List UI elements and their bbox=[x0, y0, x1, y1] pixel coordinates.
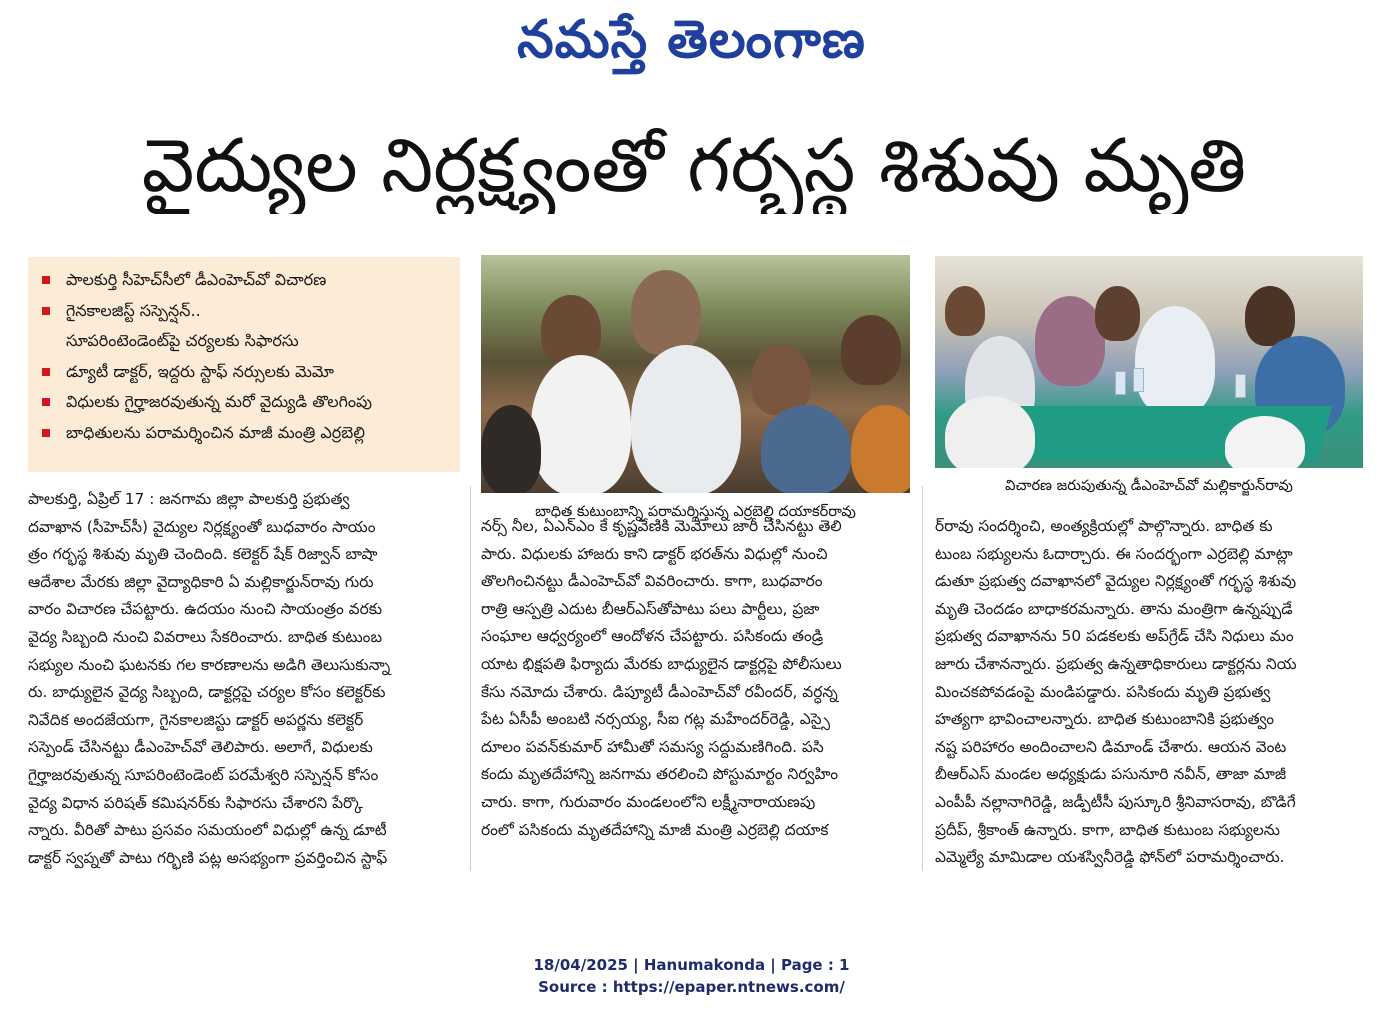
article-line: ఎమ్మెల్యే మామిడాల యశస్వినీరెడ్డి ఫోన్‌లో పరామర్శించారు. bbox=[935, 848, 1285, 867]
article-column-2 bbox=[481, 513, 910, 844]
photo-inquiry-meeting bbox=[935, 256, 1363, 468]
bullet-square-icon bbox=[42, 368, 50, 376]
highlight-text: సూపరింటెండెంట్‌పై చర్యలకు సిఫారసు bbox=[66, 331, 299, 350]
newspaper-masthead: నమస్తే తెలంగాణ bbox=[517, 10, 866, 70]
article-line: కేసు నమోదు చేశారు. డిప్యూటీ డీఎంహెచ్‌వో రవీందర్, వర్ధన్న bbox=[481, 682, 838, 701]
article-line: ప్రభుత్వ దవాఖానను 50 పడకలకు అప్‌గ్రేడ్ చేసి నిధులు మం bbox=[935, 627, 1294, 646]
article-line: దవాఖాన (సీహెచ్‌సీ) వైద్యుల నిర్లక్ష్యంతో బుధవారం సాయం bbox=[28, 517, 376, 536]
article-line: పారు. విధులకు హాజరు కాని డాక్టర్ భరత్‌ను విధుల్లో నుంచి bbox=[481, 544, 828, 563]
highlight-item bbox=[40, 387, 450, 418]
highlight-item-continuation bbox=[40, 326, 450, 357]
article-line: చారు. కాగా, గురువారం మండలంలోని లక్ష్మీనారాయణపు bbox=[481, 792, 816, 811]
article-headline: వైద్యుల నిర్లక్ష్యంతో గర్భస్థ శిశువు మృతి bbox=[141, 123, 1247, 209]
article-line: రంలో పసికందు మృతదేహాన్ని మాజీ మంత్రి ఎర్రబెల్లి దయాక bbox=[481, 820, 829, 839]
photo-caption-left: బాధిత కుటుంబాన్ని పరామర్శిస్తున్న ఎర్రబెల్లి దయాకర్‌రావు bbox=[535, 504, 856, 520]
article-line: డుతూ ప్రభుత్వ దవాఖానలో వైద్యుల నిర్లక్ష్యంతో గర్భస్థ శిశువు bbox=[935, 572, 1297, 591]
highlight-text: విధులకు గైర్హాజరవుతున్న మరో వైద్యుడి తొలగింపు bbox=[66, 392, 373, 411]
footer-source-link[interactable]: Source : https://epaper.ntnews.com/ bbox=[538, 978, 845, 996]
article-line: వారం విచారణ చేపట్టారు. ఉదయం నుంచి సాయంత్రం వరకు bbox=[28, 600, 383, 619]
highlight-text: బాధితులను పరామర్శించిన మాజీ మంత్రి ఎర్రబెల్లి bbox=[66, 422, 365, 442]
column-divider bbox=[470, 486, 471, 871]
article-line: మృతి చెందడం బాధాకరమన్నారు. తాను మంత్రిగా ఉన్నప్పుడే bbox=[935, 599, 1293, 618]
article-line: మించకపోవడంపై మండిపడ్డారు. పసికందు మృతి ప్రభుత్వ bbox=[935, 682, 1271, 701]
highlight-text: డ్యూటీ డాక్టర్, ఇద్దరు స్టాఫ్ నర్సులకు మెమో bbox=[66, 361, 334, 381]
article-line: దూలం పవన్‌కుమార్ హామీతో సమస్య సద్దుమణిగింది. పసి bbox=[481, 737, 824, 756]
highlight-item bbox=[40, 418, 450, 449]
article-line: టుంబ సభ్యులను ఓదార్చారు. ఈ సందర్భంగా ఎర్రబెల్లి మాట్లా bbox=[935, 544, 1293, 563]
article-line: ప్రదీప్, శ్రీకాంత్ ఉన్నారు. కాగా, బాధిత కుటుంబ సభ్యులను bbox=[935, 820, 1280, 839]
bullet-square-icon bbox=[42, 429, 50, 437]
article-line: తొలగించినట్టు డీఎంహెచ్‌వో వివరించారు. కాగా, బుధవారం bbox=[481, 572, 823, 591]
highlights-box bbox=[28, 257, 460, 472]
article-line: సస్పెండ్ చేసినట్టు డీఎంహెచ్‌వో తెలిపారు. అలాగే, విధులకు bbox=[28, 738, 373, 757]
article-line: ఆదేశాల మేరకు జిల్లా వైద్యాధికారి ఏ మల్లికార్జున్‌రావు గురు bbox=[28, 572, 374, 591]
article-line: జూరు చేశానన్నారు. ప్రభుత్వ ఉన్నతాధికారులు డాక్టర్లను నియ bbox=[935, 654, 1297, 673]
bullet-square-icon bbox=[42, 307, 50, 315]
photo-caption-right: విచారణ జరుపుతున్న డీఎంహెచ్‌వో మల్లికార్జున్‌రావు bbox=[1005, 478, 1293, 494]
article-line: నష్ట పరిహారం అందించాలని డిమాండ్ చేశారు. ఆయన వెంట bbox=[935, 737, 1287, 756]
article-line: వైద్య విధాన పరిషత్ కమిషనర్‌కు సిఫారసు చేశారని పేర్కొ bbox=[28, 793, 363, 812]
highlight-item bbox=[40, 296, 450, 327]
bullet-square-icon bbox=[42, 398, 50, 406]
bullet-square-icon bbox=[42, 276, 50, 284]
article-line: రు. బాధ్యులైన వైద్య సిబ్బంది, డాక్టర్లపై చర్యల కోసం కలెక్టర్‌కు bbox=[28, 683, 386, 702]
highlight-item bbox=[40, 265, 450, 296]
article-line: రాత్రి ఆస్పత్రి ఎదుట బీఆర్‌ఎస్‌తోపాటు పలు పార్టీలు, ప్రజా bbox=[481, 599, 820, 618]
article-line: ఎంపీపీ నల్లానాగిరెడ్డి, జడ్పీటీసీ పుస్కూరి శ్రీనివాసరావు, బొడిగే bbox=[935, 792, 1296, 811]
article-line: డాక్టర్ స్వప్నతో పాటు గర్భిణి పట్ల అసభ్యంగా ప్రవర్తించిన స్టాఫ్ bbox=[28, 848, 388, 867]
article-line: నర్స్ నీల, ఏఎన్‌ఎం కే కృష్ణవేణికి మెమోలు జారీ చేసినట్టు తెలి bbox=[481, 517, 842, 535]
article-line: ర్‌రావు సందర్శించి, అంత్యక్రియల్లో పాల్గొన్నారు. బాధిత కు bbox=[935, 517, 1273, 535]
photo-family-visit bbox=[481, 255, 910, 493]
article-column-1 bbox=[28, 486, 460, 872]
article-line: సభ్యుల నుంచి ఘటనకు గల కారణాలను అడిగి తెలుసుకున్నా bbox=[28, 655, 391, 674]
article-line: బీఆర్‌ఎస్ మండల అధ్యక్షుడు పసునూరి నవీన్, తాజా మాజీ bbox=[935, 765, 1287, 784]
article-line: హత్యగా భావించాలన్నారు. బాధిత కుటుంబానికి ప్రభుత్వం bbox=[935, 710, 1274, 729]
article-column-3 bbox=[935, 513, 1363, 872]
footer-date-edition: 18/04/2025 | Hanumakonda | Page : 1 bbox=[533, 956, 850, 974]
article-line: పేట ఏసీపీ అంబటి నర్సయ్య, సీఐ గట్ల మహేందర్‌రెడ్డి, ఎస్సై bbox=[481, 710, 830, 729]
article-line: నివేదిక అందజేయగా, గైనకాలజిస్టు డాక్టర్ అపర్ణను కలెక్టర్ bbox=[28, 710, 364, 729]
highlight-item bbox=[40, 357, 450, 388]
article-line: యాట భిక్షపతి ఫిర్యాదు మేరకు బాధ్యులైన డాక్టర్లపై పోలీసులు bbox=[481, 654, 842, 673]
article-line: న్నారు. వీరితో పాటు ప్రసవం సమయంలో విధుల్లో ఉన్న డూటీ bbox=[28, 821, 387, 840]
article-line: సంఘాల ఆధ్వర్యంలో ఆందోళన చేపట్టారు. పసికందు తండ్రి bbox=[481, 627, 824, 646]
highlight-text: గైనకాలజిస్ట్ సస్పెన్షన్.. bbox=[66, 300, 201, 320]
article-line: వైద్య సిబ్బంది నుంచి వివరాలు సేకరించారు. బాధిత కుటుంబ bbox=[28, 627, 382, 646]
article-line: గైర్హాజరవుతున్న సూపరింటెండెంట్ పరమేశ్వరి సస్పెన్షన్ కోసం bbox=[28, 765, 379, 784]
article-line: పాలకుర్తి, ఏప్రిల్ 17 : జనగామ జిల్లా పాలకుర్తి ప్రభుత్వ bbox=[28, 490, 350, 508]
article-line: త్రం గర్భస్థ శిశువు మృతి చెందింది. కలెక్టర్ షేక్ రిజ్వాన్ బాషా bbox=[28, 545, 378, 564]
column-divider bbox=[922, 486, 923, 871]
highlight-text: పాలకుర్తి సీహెచ్‌సీలో డీఎంహెచ్‌వో విచారణ bbox=[66, 270, 327, 289]
article-line: కందు మృతదేహాన్ని జనగామ తరలించి పోస్టుమార్టం నిర్వహిం bbox=[481, 765, 839, 784]
